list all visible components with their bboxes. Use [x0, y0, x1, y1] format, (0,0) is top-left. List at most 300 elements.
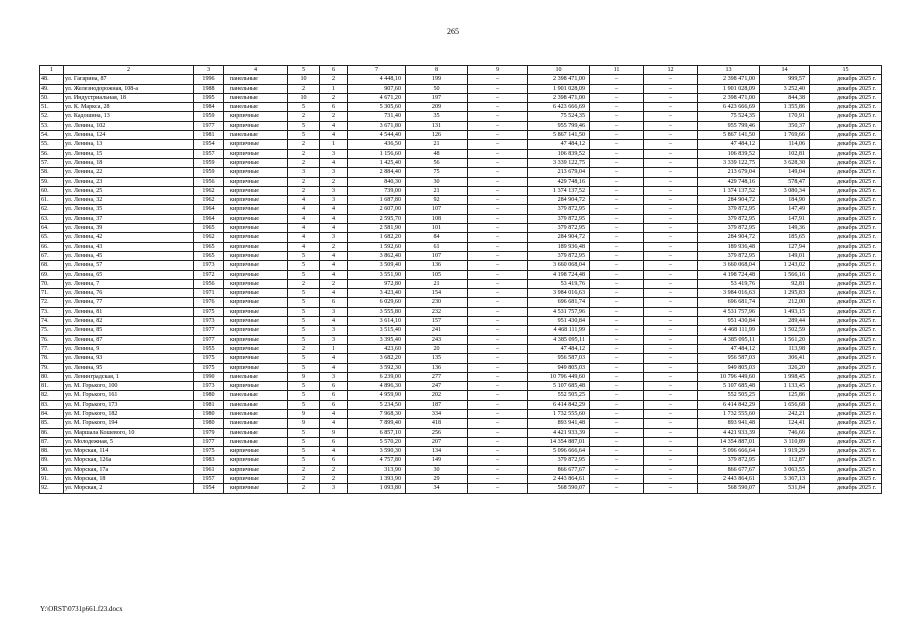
- col-11-value-cell: –: [590, 400, 644, 409]
- regional-fund-cost-cell: 1 901 028,09: [698, 84, 760, 93]
- column-header-15: 15: [810, 66, 882, 75]
- total-cost-cell: 4 531 757,96: [528, 307, 590, 316]
- total-area-cell: 4 896,30: [348, 382, 406, 391]
- address-cell: ул. Ленина, 15: [64, 149, 194, 158]
- entrances-cell: 3: [320, 326, 348, 335]
- row-number-cell: 69.: [40, 270, 64, 279]
- address-cell: ул. Морская, 114: [64, 447, 194, 456]
- total-area-cell: 7 899,40: [348, 419, 406, 428]
- col-12-value-cell: –: [644, 140, 698, 149]
- col-11-value-cell: –: [590, 112, 644, 121]
- table-row: [40, 326, 882, 335]
- row-number-cell: 49.: [40, 84, 64, 93]
- total-area-cell: 3 395,40: [348, 335, 406, 344]
- col-12-value-cell: –: [644, 289, 698, 298]
- year-built-cell: 1975: [194, 447, 224, 456]
- floors-cell: 5: [288, 363, 320, 372]
- year-built-cell: 1973: [194, 261, 224, 270]
- cost-per-sqm-cell: 3 110,89: [760, 437, 810, 446]
- table-row: [40, 354, 882, 363]
- col-11-value-cell: –: [590, 75, 644, 84]
- col-12-value-cell: –: [644, 363, 698, 372]
- entrances-cell: 1: [320, 84, 348, 93]
- address-cell: ул. Ленина, 102: [64, 121, 194, 130]
- cost-per-sqm-cell: 3 252,40: [760, 84, 810, 93]
- address-cell: ул. Ленина, 85: [64, 326, 194, 335]
- table-row: [40, 382, 882, 391]
- col-12-value-cell: –: [644, 344, 698, 353]
- floors-cell: 2: [288, 475, 320, 484]
- col-12-value-cell: –: [644, 354, 698, 363]
- year-built-cell: 1954: [194, 484, 224, 493]
- entrances-cell: 3: [320, 372, 348, 381]
- address-cell: ул. Ленинградская, 1: [64, 372, 194, 381]
- total-cost-cell: 4 421 933,39: [528, 428, 590, 437]
- year-built-cell: 1955: [194, 344, 224, 353]
- entrances-cell: 6: [320, 437, 348, 446]
- address-cell: ул. Морская, 2: [64, 484, 194, 493]
- year-built-cell: 1973: [194, 382, 224, 391]
- col-9-value-cell: –: [468, 326, 528, 335]
- planned-date-cell: декабрь 2025 г.: [810, 456, 882, 465]
- total-area-cell: 1 093,80: [348, 484, 406, 493]
- year-built-cell: 1956: [194, 177, 224, 186]
- wall-material-cell: кирпичные: [224, 177, 288, 186]
- col-9-value-cell: –: [468, 158, 528, 167]
- wall-material-cell: кирпичные: [224, 270, 288, 279]
- row-number-cell: 53.: [40, 121, 64, 130]
- residents-cell: 230: [406, 298, 468, 307]
- col-9-value-cell: –: [468, 270, 528, 279]
- col-12-value-cell: –: [644, 196, 698, 205]
- table-row: [40, 484, 882, 493]
- col-11-value-cell: –: [590, 149, 644, 158]
- cost-per-sqm-cell: 125,86: [760, 391, 810, 400]
- planned-date-cell: декабрь 2025 г.: [810, 75, 882, 84]
- year-built-cell: 1972: [194, 270, 224, 279]
- entrances-cell: 3: [320, 335, 348, 344]
- address-cell: ул. Ленина, 7: [64, 279, 194, 288]
- total-area-cell: 972,80: [348, 279, 406, 288]
- residents-cell: 92: [406, 196, 468, 205]
- col-9-value-cell: –: [468, 289, 528, 298]
- cost-per-sqm-cell: 1 133,45: [760, 382, 810, 391]
- entrances-cell: 9: [320, 428, 348, 437]
- entrances-cell: 4: [320, 261, 348, 270]
- regional-fund-cost-cell: 696 681,74: [698, 298, 760, 307]
- address-cell: ул. Ленина, 65: [64, 270, 194, 279]
- year-built-cell: 1959: [194, 158, 224, 167]
- col-11-value-cell: –: [590, 391, 644, 400]
- entrances-cell: 4: [320, 354, 348, 363]
- planned-date-cell: декабрь 2025 г.: [810, 177, 882, 186]
- wall-material-cell: кирпичные: [224, 251, 288, 260]
- total-area-cell: 3 682,20: [348, 354, 406, 363]
- row-number-cell: 85.: [40, 419, 64, 428]
- regional-fund-cost-cell: 5 096 666,64: [698, 447, 760, 456]
- regional-fund-cost-cell: 1 374 137,52: [698, 186, 760, 195]
- column-number-header-row: [40, 66, 882, 75]
- planned-date-cell: декабрь 2025 г.: [810, 233, 882, 242]
- col-12-value-cell: –: [644, 409, 698, 418]
- col-11-value-cell: –: [590, 242, 644, 251]
- col-9-value-cell: –: [468, 428, 528, 437]
- entrances-cell: 4: [320, 409, 348, 418]
- col-9-value-cell: –: [468, 465, 528, 474]
- col-9-value-cell: –: [468, 196, 528, 205]
- floors-cell: 4: [288, 224, 320, 233]
- row-number-cell: 51.: [40, 103, 64, 112]
- col-11-value-cell: –: [590, 475, 644, 484]
- table-row: [40, 289, 882, 298]
- year-built-cell: 1964: [194, 205, 224, 214]
- table-row: [40, 196, 882, 205]
- address-cell: ул. Кадошина, 13: [64, 112, 194, 121]
- row-number-cell: 74.: [40, 317, 64, 326]
- residents-cell: 207: [406, 437, 468, 446]
- table-row: [40, 149, 882, 158]
- regional-fund-cost-cell: 4 531 757,96: [698, 307, 760, 316]
- entrances-cell: 1: [320, 140, 348, 149]
- col-11-value-cell: –: [590, 177, 644, 186]
- floors-cell: 5: [288, 251, 320, 260]
- col-11-value-cell: –: [590, 326, 644, 335]
- col-9-value-cell: –: [468, 261, 528, 270]
- col-9-value-cell: –: [468, 224, 528, 233]
- planned-date-cell: декабрь 2025 г.: [810, 475, 882, 484]
- row-number-cell: 77.: [40, 344, 64, 353]
- residents-cell: 154: [406, 289, 468, 298]
- col-9-value-cell: –: [468, 382, 528, 391]
- table-row: [40, 298, 882, 307]
- regional-fund-cost-cell: 6 423 666,69: [698, 103, 760, 112]
- floors-cell: 5: [288, 391, 320, 400]
- col-9-value-cell: –: [468, 251, 528, 260]
- table-row: [40, 270, 882, 279]
- total-area-cell: 1 425,40: [348, 158, 406, 167]
- cost-per-sqm-cell: 1 561,20: [760, 335, 810, 344]
- address-cell: ул. Морская, 126а: [64, 456, 194, 465]
- wall-material-cell: панельные: [224, 400, 288, 409]
- row-number-cell: 78.: [40, 354, 64, 363]
- entrances-cell: 2: [320, 177, 348, 186]
- planned-date-cell: декабрь 2025 г.: [810, 140, 882, 149]
- col-12-value-cell: –: [644, 233, 698, 242]
- row-number-cell: 58.: [40, 168, 64, 177]
- total-cost-cell: 213 679,04: [528, 168, 590, 177]
- col-12-value-cell: –: [644, 261, 698, 270]
- wall-material-cell: кирпичные: [224, 224, 288, 233]
- total-cost-cell: 6 414 842,29: [528, 400, 590, 409]
- page-number: 265: [447, 27, 459, 36]
- planned-date-cell: декабрь 2025 г.: [810, 103, 882, 112]
- floors-cell: 5: [288, 400, 320, 409]
- total-area-cell: 4 671,20: [348, 93, 406, 102]
- col-11-value-cell: –: [590, 121, 644, 130]
- address-cell: ул. Железнодорожная, 108-а: [64, 84, 194, 93]
- planned-date-cell: декабрь 2025 г.: [810, 270, 882, 279]
- regional-fund-cost-cell: 3 984 016,63: [698, 289, 760, 298]
- planned-date-cell: декабрь 2025 г.: [810, 307, 882, 316]
- column-header-2: 2: [64, 66, 194, 75]
- year-built-cell: 1962: [194, 186, 224, 195]
- year-built-cell: 1965: [194, 242, 224, 251]
- floors-cell: 5: [288, 437, 320, 446]
- year-built-cell: 1977: [194, 326, 224, 335]
- wall-material-cell: кирпичные: [224, 196, 288, 205]
- entrances-cell: 2: [320, 75, 348, 84]
- column-header-1: 1: [40, 66, 64, 75]
- table-row: [40, 447, 882, 456]
- col-11-value-cell: –: [590, 372, 644, 381]
- floors-cell: 5: [288, 382, 320, 391]
- total-cost-cell: 379 872,95: [528, 456, 590, 465]
- year-built-cell: 1979: [194, 428, 224, 437]
- wall-material-cell: панельные: [224, 372, 288, 381]
- wall-material-cell: кирпичные: [224, 158, 288, 167]
- col-12-value-cell: –: [644, 465, 698, 474]
- total-cost-cell: 1 732 555,60: [528, 409, 590, 418]
- year-built-cell: 1959: [194, 112, 224, 121]
- wall-material-cell: кирпичные: [224, 168, 288, 177]
- regional-fund-cost-cell: 4 468 111,99: [698, 326, 760, 335]
- cost-per-sqm-cell: 102,81: [760, 149, 810, 158]
- table-row: [40, 307, 882, 316]
- address-cell: ул. Ленина, 87: [64, 335, 194, 344]
- column-header-3: 3: [194, 66, 224, 75]
- floors-cell: 4: [288, 233, 320, 242]
- cost-per-sqm-cell: 1 566,16: [760, 270, 810, 279]
- table-row: [40, 93, 882, 102]
- total-area-cell: 2 595,70: [348, 214, 406, 223]
- year-built-cell: 1973: [194, 317, 224, 326]
- address-cell: ул. Ленина, 76: [64, 289, 194, 298]
- column-header-4: 4: [224, 66, 288, 75]
- year-built-cell: 1957: [194, 475, 224, 484]
- planned-date-cell: декабрь 2025 г.: [810, 344, 882, 353]
- year-built-cell: 1954: [194, 140, 224, 149]
- regional-fund-cost-cell: 2 398 471,00: [698, 75, 760, 84]
- col-12-value-cell: –: [644, 158, 698, 167]
- regional-fund-cost-cell: 866 677,67: [698, 465, 760, 474]
- floors-cell: 2: [288, 149, 320, 158]
- residents-cell: 29: [406, 475, 468, 484]
- entrances-cell: 2: [320, 112, 348, 121]
- year-built-cell: 1976: [194, 298, 224, 307]
- planned-date-cell: декабрь 2025 г.: [810, 298, 882, 307]
- col-12-value-cell: –: [644, 335, 698, 344]
- residents-cell: 107: [406, 205, 468, 214]
- residents-cell: 126: [406, 131, 468, 140]
- residents-cell: 105: [406, 270, 468, 279]
- cost-per-sqm-cell: 149,04: [760, 168, 810, 177]
- total-area-cell: 5 570,20: [348, 437, 406, 446]
- col-12-value-cell: –: [644, 75, 698, 84]
- year-built-cell: 1964: [194, 214, 224, 223]
- floors-cell: 9: [288, 372, 320, 381]
- year-built-cell: 1977: [194, 335, 224, 344]
- floors-cell: 5: [288, 456, 320, 465]
- col-12-value-cell: –: [644, 242, 698, 251]
- year-built-cell: 1984: [194, 103, 224, 112]
- wall-material-cell: кирпичные: [224, 475, 288, 484]
- planned-date-cell: декабрь 2025 г.: [810, 279, 882, 288]
- total-cost-cell: 4 198 724,48: [528, 270, 590, 279]
- cost-per-sqm-cell: 3 080,34: [760, 186, 810, 195]
- col-9-value-cell: –: [468, 335, 528, 344]
- address-cell: ул. Ленина, 42: [64, 233, 194, 242]
- cost-per-sqm-cell: 746,66: [760, 428, 810, 437]
- row-number-cell: 66.: [40, 242, 64, 251]
- planned-date-cell: декабрь 2025 г.: [810, 465, 882, 474]
- year-built-cell: 1981: [194, 400, 224, 409]
- regional-fund-cost-cell: 379 872,95: [698, 251, 760, 260]
- year-built-cell: 1975: [194, 307, 224, 316]
- year-built-cell: 1980: [194, 419, 224, 428]
- col-9-value-cell: –: [468, 112, 528, 121]
- col-9-value-cell: –: [468, 205, 528, 214]
- floors-cell: 2: [288, 112, 320, 121]
- col-11-value-cell: –: [590, 484, 644, 493]
- total-cost-cell: 53 419,76: [528, 279, 590, 288]
- total-cost-cell: 2 398 471,00: [528, 75, 590, 84]
- row-number-cell: 67.: [40, 251, 64, 260]
- entrances-cell: 4: [320, 363, 348, 372]
- planned-date-cell: декабрь 2025 г.: [810, 428, 882, 437]
- total-area-cell: 3 509,40: [348, 261, 406, 270]
- total-cost-cell: 284 904,72: [528, 233, 590, 242]
- cost-per-sqm-cell: 1 769,66: [760, 131, 810, 140]
- row-number-cell: 72.: [40, 298, 64, 307]
- entrances-cell: 4: [320, 317, 348, 326]
- total-cost-cell: 75 524,35: [528, 112, 590, 121]
- entrances-cell: 2: [320, 93, 348, 102]
- floors-cell: 5: [288, 289, 320, 298]
- row-number-cell: 82.: [40, 391, 64, 400]
- entrances-cell: 2: [320, 475, 348, 484]
- table-row: [40, 140, 882, 149]
- col-11-value-cell: –: [590, 354, 644, 363]
- col-9-value-cell: –: [468, 484, 528, 493]
- cost-per-sqm-cell: 3 063,55: [760, 465, 810, 474]
- entrances-cell: 6: [320, 400, 348, 409]
- total-cost-cell: 2 398 471,00: [528, 93, 590, 102]
- cost-per-sqm-cell: 3 367,13: [760, 475, 810, 484]
- col-9-value-cell: –: [468, 140, 528, 149]
- address-cell: ул. М. Горького, 161: [64, 391, 194, 400]
- regional-fund-cost-cell: 6 414 842,29: [698, 400, 760, 409]
- cost-per-sqm-cell: 114,06: [760, 140, 810, 149]
- row-number-cell: 63.: [40, 214, 64, 223]
- regional-fund-cost-cell: 568 590,07: [698, 484, 760, 493]
- row-number-cell: 48.: [40, 75, 64, 84]
- row-number-cell: 90.: [40, 465, 64, 474]
- year-built-cell: 1996: [194, 75, 224, 84]
- total-cost-cell: 893 941,48: [528, 419, 590, 428]
- wall-material-cell: панельные: [224, 437, 288, 446]
- total-area-cell: 1 592,60: [348, 242, 406, 251]
- col-9-value-cell: –: [468, 400, 528, 409]
- col-12-value-cell: –: [644, 121, 698, 130]
- table-row: [40, 186, 882, 195]
- col-9-value-cell: –: [468, 372, 528, 381]
- regional-fund-cost-cell: 284 904,72: [698, 233, 760, 242]
- regional-fund-cost-cell: 284 904,72: [698, 196, 760, 205]
- entrances-cell: 4: [320, 224, 348, 233]
- regional-fund-cost-cell: 3 660 068,04: [698, 261, 760, 270]
- col-9-value-cell: –: [468, 121, 528, 130]
- regional-fund-cost-cell: 893 941,48: [698, 419, 760, 428]
- entrances-cell: 4: [320, 121, 348, 130]
- year-built-cell: 1956: [194, 279, 224, 288]
- total-cost-cell: 284 904,72: [528, 196, 590, 205]
- total-area-cell: 4 959,90: [348, 391, 406, 400]
- total-cost-cell: 10 796 449,60: [528, 372, 590, 381]
- wall-material-cell: кирпичные: [224, 279, 288, 288]
- col-11-value-cell: –: [590, 382, 644, 391]
- total-cost-cell: 3 660 068,04: [528, 261, 590, 270]
- residents-cell: 277: [406, 372, 468, 381]
- col-12-value-cell: –: [644, 307, 698, 316]
- address-cell: ул. К. Маркса, 28: [64, 103, 194, 112]
- row-number-cell: 59.: [40, 177, 64, 186]
- col-12-value-cell: –: [644, 279, 698, 288]
- row-number-cell: 62.: [40, 205, 64, 214]
- wall-material-cell: панельные: [224, 103, 288, 112]
- total-area-cell: 3 590,30: [348, 447, 406, 456]
- row-number-cell: 64.: [40, 224, 64, 233]
- col-11-value-cell: –: [590, 409, 644, 418]
- residents-cell: 149: [406, 456, 468, 465]
- total-cost-cell: 429 748,16: [528, 177, 590, 186]
- col-12-value-cell: –: [644, 84, 698, 93]
- residents-cell: 157: [406, 317, 468, 326]
- year-built-cell: 1975: [194, 354, 224, 363]
- entrances-cell: 4: [320, 131, 348, 140]
- row-number-cell: 87.: [40, 437, 64, 446]
- total-area-cell: 907,60: [348, 84, 406, 93]
- col-9-value-cell: –: [468, 456, 528, 465]
- col-11-value-cell: –: [590, 205, 644, 214]
- entrances-cell: 3: [320, 168, 348, 177]
- entrances-cell: 2: [320, 279, 348, 288]
- address-cell: ул. Ленина, 22: [64, 168, 194, 177]
- col-9-value-cell: –: [468, 75, 528, 84]
- planned-date-cell: декабрь 2025 г.: [810, 149, 882, 158]
- cost-per-sqm-cell: 149,36: [760, 224, 810, 233]
- total-cost-cell: 4 468 111,99: [528, 326, 590, 335]
- address-cell: ул. Ленина, 82: [64, 317, 194, 326]
- col-11-value-cell: –: [590, 196, 644, 205]
- floors-cell: 3: [288, 168, 320, 177]
- total-area-cell: 6 029,60: [348, 298, 406, 307]
- total-cost-cell: 47 484,12: [528, 344, 590, 353]
- table-row: [40, 233, 882, 242]
- col-9-value-cell: –: [468, 149, 528, 158]
- col-11-value-cell: –: [590, 447, 644, 456]
- total-area-cell: 3 551,90: [348, 270, 406, 279]
- row-number-cell: 91.: [40, 475, 64, 484]
- col-12-value-cell: –: [644, 372, 698, 381]
- total-area-cell: 6 857,10: [348, 428, 406, 437]
- cost-per-sqm-cell: 578,47: [760, 177, 810, 186]
- col-11-value-cell: –: [590, 214, 644, 223]
- total-cost-cell: 3 984 016,63: [528, 289, 590, 298]
- col-11-value-cell: –: [590, 224, 644, 233]
- col-11-value-cell: –: [590, 298, 644, 307]
- year-built-cell: 1988: [194, 84, 224, 93]
- wall-material-cell: кирпичные: [224, 382, 288, 391]
